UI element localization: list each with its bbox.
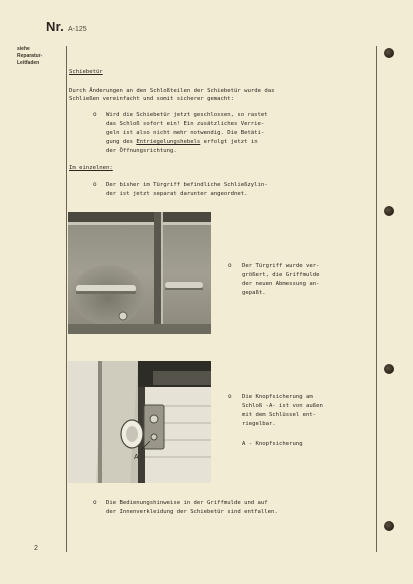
bullet1-line: der Öffnungsrichtung. xyxy=(106,148,177,154)
caption1-line: Der Türgriff wurde ver- xyxy=(242,263,320,269)
sidenote-line: Reparatur- xyxy=(17,53,43,59)
caption1-line: gepaßt. xyxy=(242,290,266,296)
intro-line: Schließen vereinfacht und somit sicherer gemacht: xyxy=(69,96,235,102)
sidenote-line: Leitfaden xyxy=(17,60,40,66)
bullet1-text: erfolgt jetzt in xyxy=(200,139,258,145)
bullet-marker: o xyxy=(93,111,97,118)
side-reference-note xyxy=(17,46,63,67)
page-number: 2 xyxy=(34,545,38,552)
bullet-marker: o xyxy=(228,262,232,269)
release-lever-term: Entriegelungshebels xyxy=(136,139,201,145)
binder-hole xyxy=(384,364,394,374)
bullet1-line: geln ist also nicht mehr notwendig. Die Betäti- xyxy=(106,130,265,136)
document-number xyxy=(46,18,87,36)
bullet1-text: gung des xyxy=(106,139,137,145)
margin-rule-right xyxy=(376,46,377,552)
caption2-line: riegelbar. xyxy=(242,421,276,427)
photo-door-lock xyxy=(68,361,211,483)
binder-hole xyxy=(384,48,394,58)
door-handle-image xyxy=(68,212,211,334)
caption1-line: der neuen Abmessung an- xyxy=(242,281,320,287)
nr-label: Nr. xyxy=(46,19,64,34)
doc-number-value: A-125 xyxy=(67,26,87,33)
caption2-legend: A - Knopfsicherung xyxy=(242,441,303,447)
bullet3-line: Die Bedienungshinweise in der Griffmulde und auf xyxy=(106,500,268,506)
door-lock-image xyxy=(68,361,211,483)
bullet-marker: o xyxy=(228,393,232,400)
bullet-marker: o xyxy=(93,499,97,506)
bullet2-line: Der bisher im Türgriff befindliche Schließzylin- xyxy=(106,182,268,188)
bullet1-line: Wird die Schiebetür jetzt geschlossen, so rastet xyxy=(106,112,268,118)
photo2-callout-label: A xyxy=(134,454,139,461)
section-title: Schiebetür xyxy=(69,69,103,75)
caption2-line: mit dem Schlüssel ent- xyxy=(242,412,317,418)
caption1-line: größert, die Griffmulde xyxy=(242,272,320,278)
binder-hole xyxy=(384,206,394,216)
binder-hole xyxy=(384,521,394,531)
caption2-line: Schloß -A- ist von außen xyxy=(242,403,323,409)
bullet1-line: das Schloß sofort ein! Ein zusätzliches Verrie- xyxy=(106,121,265,127)
subsection-title: Im einzelnen: xyxy=(69,165,113,171)
photo-door-handle xyxy=(68,212,211,334)
bullet1-line-mixed xyxy=(106,139,258,146)
bullet3-line: der Innenverkleidung der Schiebetür sind entfallen. xyxy=(106,509,278,515)
sidenote-line: siehe xyxy=(17,46,30,52)
bullet2-line: der ist jetzt separat darunter angeordnet. xyxy=(106,191,248,197)
intro-line: Durch Änderungen an den Schloßteilen der Schiebetür wurde das xyxy=(69,88,275,94)
bullet-marker: o xyxy=(93,181,97,188)
margin-rule-left xyxy=(66,46,67,552)
caption2-line: Die Knopfsicherung am xyxy=(242,394,313,400)
